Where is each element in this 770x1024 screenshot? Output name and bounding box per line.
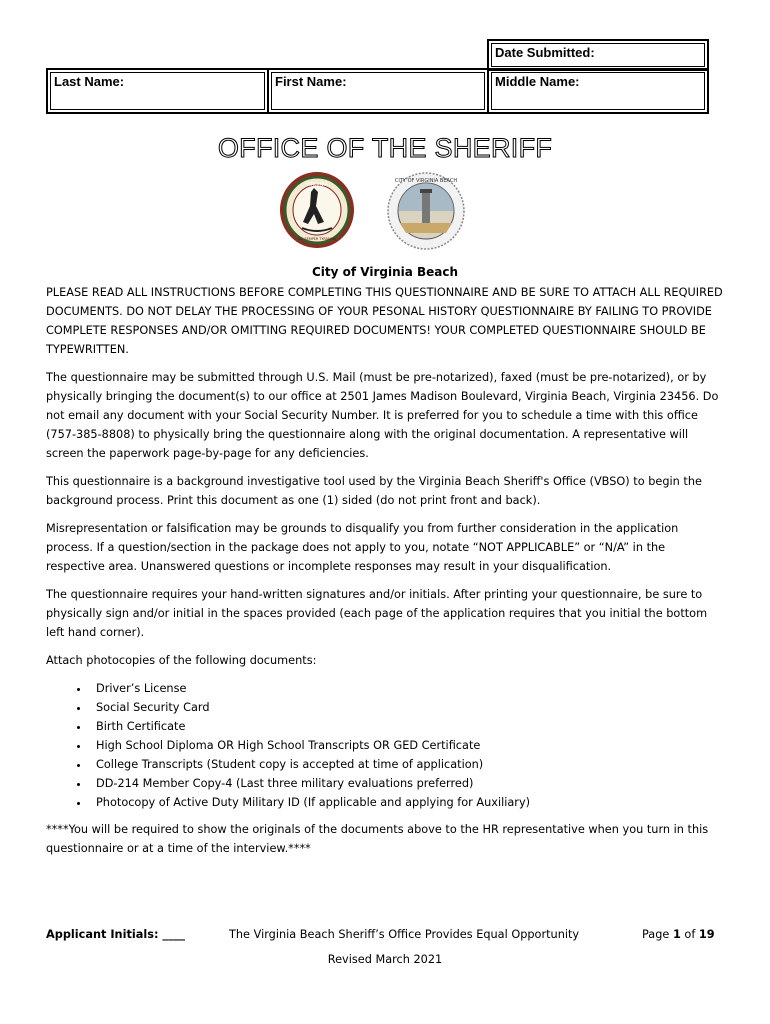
list-item: • College Transcripts (Student copy is accepted at time of application): [90, 755, 726, 774]
list-item: • Photocopy of Active Duty Military ID (If applicable and applying for Auxiliary): [90, 793, 726, 812]
page-prefix: Page: [642, 928, 673, 941]
list-item: • Social Security Card: [90, 698, 726, 717]
virginia-seal-text: VIRGINIA: [305, 182, 329, 188]
documents-list: [46, 679, 726, 812]
submission-paragraph: The questionnaire may be submitted through U.S. Mail (must be pre-notarized), faxed (must be pre-notarized), or by physically bringing the document(s) to our office at 2501 James Madison Boulevard, Virginia Beach, Virginia 23456. Do not email any document with your Social Security Number. It is preferred for you to schedule a time with this office (757-385-8808) to physically bring the questionnaire along with the original documentation. A representative will screen the paperwork page-by-page for any deficiencies.: [46, 371, 719, 460]
last-name-field[interactable]: [46, 68, 269, 114]
equal-opportunity-statement: The Virginia Beach Sheriff’s Office Provides Equal Opportunity: [229, 928, 580, 941]
list-item: • Birth Certificate: [90, 717, 726, 736]
page-number: [642, 928, 715, 941]
page-current: 1: [672, 928, 681, 941]
first-name-field[interactable]: [267, 68, 489, 114]
signature-paragraph: The questionnaire requires your hand-written signatures and/or initials. After printing your questionnaire, be sure to physically sign and/or initial in the spaces provided (each page of the application requires that you initial the bottom left hand corner).: [46, 588, 708, 639]
middle-name-label: Middle Name:: [495, 74, 580, 89]
intro-paragraph: PLEASE READ ALL INSTRUCTIONS BEFORE COMPLETING THIS QUESTIONNAIRE AND BE SURE TO ATTACH ALL REQUIRED DOCUMENTS. DO NOT DELAY THE PROCESSING OF YOUR PESONAL HISTORY QUESTIONNAIRE BY FAILING TO PROVIDE COMPLETE RESPONSES AND/OR OMITTING REQUIRED DOCUMENTS! YOUR COMPLETED QUESTIONNAIRE SHOULD BE TYPEWRITTEN.: [46, 286, 723, 356]
first-name-label: First Name:: [275, 74, 347, 89]
virginia-seal-icon: [278, 170, 356, 250]
revised-date: Revised March 2021: [327, 953, 443, 966]
page-total: 19: [698, 928, 715, 941]
date-submitted-field[interactable]: [487, 39, 709, 71]
misrepresentation-paragraph: Misrepresentation or falsification may be grounds to disqualify you from further consideration in the application process. If a question/section in the package does not apply to you, notate “NOT APPLICABLE” or “N/A” in the respective area. Unanswered questions or incomplete responses may result in your disqualification.: [46, 522, 679, 573]
purpose-paragraph: This questionnaire is a background investigative tool used by the Virginia Beach Sheriff's Office (VBSO) to begin the background process. Print this document as one (1) sided (do not print front and back).: [46, 475, 702, 507]
city-seal-icon: [386, 171, 466, 251]
middle-name-field[interactable]: [487, 68, 709, 114]
date-submitted-label: Date Submitted:: [495, 45, 595, 60]
city-heading: City of Virginia Beach: [311, 265, 459, 279]
list-item: • Driver’s License: [90, 679, 726, 698]
page-title: OFFICE OF THE SHERIFF: [217, 133, 553, 163]
applicant-initials[interactable]: Applicant Initials: ____: [46, 928, 186, 941]
virginia-seal-motto: SIC SEMPER TYRANNIS: [297, 237, 337, 241]
list-item: • High School Diploma OR High School Transcripts OR GED Certificate: [90, 736, 726, 755]
originals-note: ****You will be required to show the originals of the documents above to the HR representative when you turn in this questionnaire or at a time of the interview.****: [46, 823, 709, 855]
page-of: of: [680, 928, 699, 941]
instructions-body: [46, 283, 726, 867]
city-seal-text: CITY OF VIRGINIA BEACH: [394, 178, 458, 184]
last-name-label: Last Name:: [54, 74, 125, 89]
list-item: • DD-214 Member Copy-4 (Last three military evaluations preferred): [90, 774, 726, 793]
attach-paragraph: Attach photocopies of the following documents:: [46, 654, 317, 667]
